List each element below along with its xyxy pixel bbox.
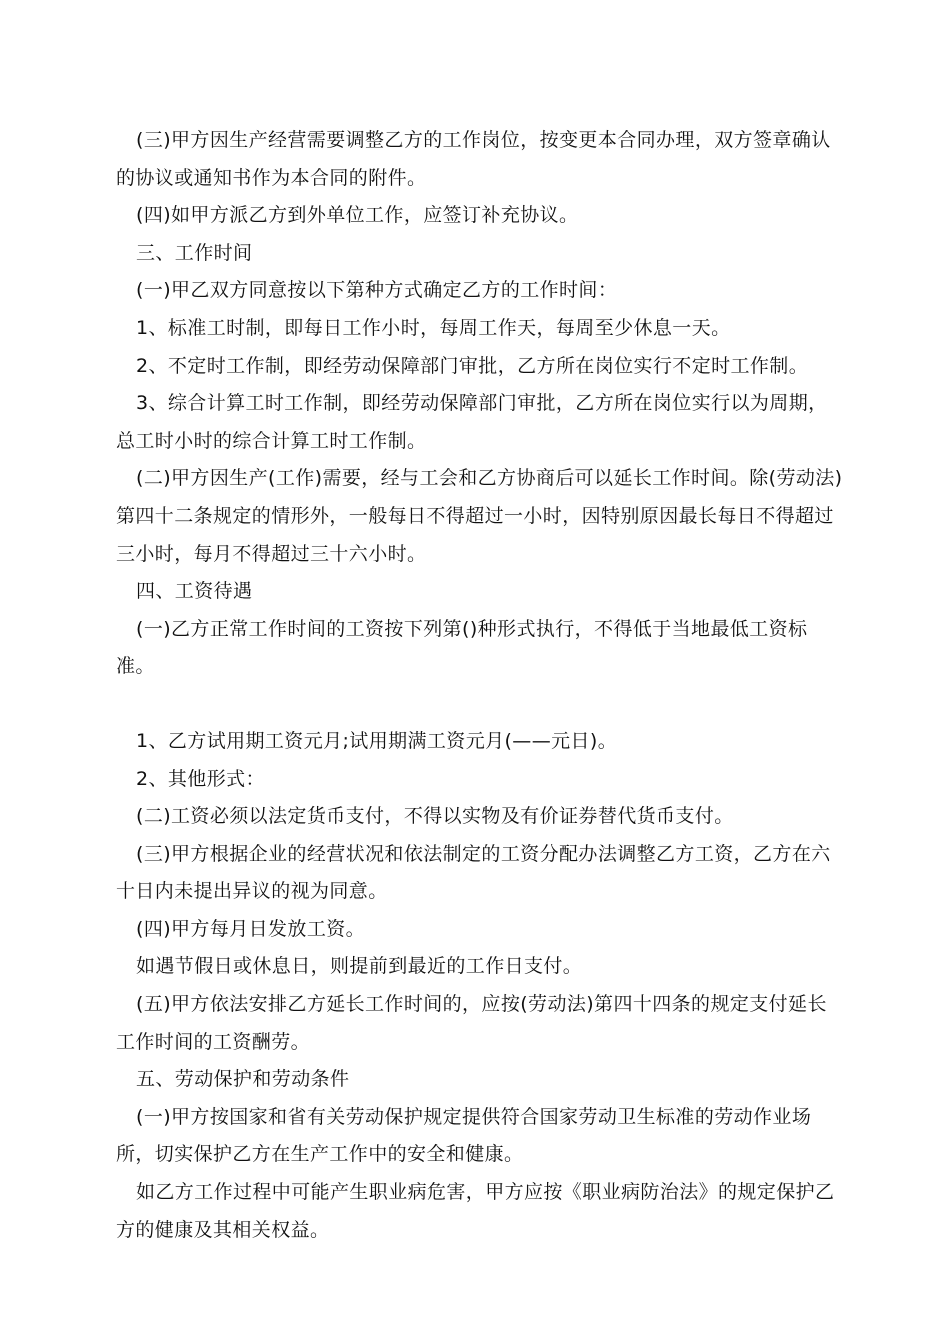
paragraph-probation-wage: 1、乙方试用期工资元月;试用期满工资元月(——元日)。 <box>136 729 618 752</box>
paragraph-protection-1: (一)甲方按国家和省有关劳动保护规定提供符合国家劳动卫生标准的劳动作业场所，切实保护乙方在生产工作中的安全和健康。 <box>116 1105 812 1166</box>
paragraph-work-time-1: (一)甲乙双方同意按以下第种方式确定乙方的工作时间： <box>136 279 618 302</box>
blank-line <box>116 686 844 723</box>
paragraph-standard-hours: 1、标准工时制，即每日工作小时，每周工作天，每周至少休息一天。 <box>136 316 731 339</box>
paragraph-wages-2: (二)工资必须以法定货币支付，不得以实物及有价证券替代货币支付。 <box>136 805 734 828</box>
paragraph-clause-3-4: (四)如甲方派乙方到外单位工作，应签订补充协议。 <box>136 204 579 227</box>
paragraph-occupational-disease: 如乙方工作过程中可能产生职业病危害，甲方应按《职业病防治法》的规定保护乙方的健康及其相关权益。 <box>116 1181 835 1241</box>
paragraph-overtime: (二)甲方因生产(工作)需要，经与工会和乙方协商后可以延长工作时间。除(劳动法)第四十二条规定的情形外，一般每日不得超过一小时，因特别原因最长每日不得超过三小时，每月不得超过三十六小时。 <box>116 467 843 565</box>
paragraph-other-forms: 2、其他形式： <box>136 767 265 790</box>
paragraph-wages-1: (一)乙方正常工作时间的工资按下列第()种形式执行，不得低于当地最低工资标准。 <box>116 617 808 678</box>
section-heading-labor-protection: 五、劳动保护和劳动条件 <box>136 1068 350 1091</box>
paragraph-comprehensive-hours: 3、综合计算工时工作制，即经劳动保障部门审批，乙方所在岗位实行以为周期，总工时小时的综合计算工时工作制。 <box>116 392 828 452</box>
document-body <box>116 122 844 1249</box>
paragraph-clause-3-3: (三)甲方因生产经营需要调整乙方的工作岗位，按变更本合同办理，双方签章确认的协议或通知书作为本合同的附件。 <box>116 129 831 189</box>
paragraph-wages-4: (四)甲方每月日发放工资。 <box>136 917 366 940</box>
paragraph-holiday-payment: 如遇节假日或休息日，则提前到最近的工作日支付。 <box>136 955 583 978</box>
paragraph-wages-3: (三)甲方根据企业的经营状况和依法制定的工资分配办法调整乙方工资，乙方在六十日内未提出异议的视为同意。 <box>116 842 831 903</box>
paragraph-wages-5: (五)甲方依法安排乙方延长工作时间的，应按(劳动法)第四十四条的规定支付延长工作时间的工资酬劳。 <box>116 993 827 1053</box>
section-heading-wages: 四、工资待遇 <box>136 580 253 603</box>
section-heading-work-time: 三、工作时间 <box>136 241 253 264</box>
paragraph-flexible-hours: 2、不定时工作制，即经劳动保障部门审批，乙方所在岗位实行不定时工作制。 <box>136 354 809 377</box>
